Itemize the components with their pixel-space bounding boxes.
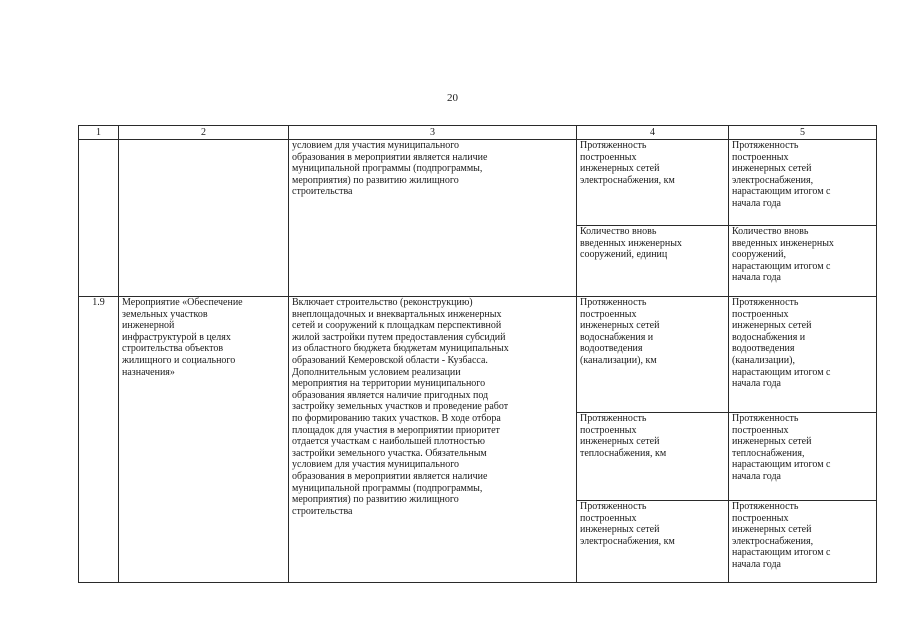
indicator-name-cell: Протяженность построенных инженерных сетей водоснабжения и водоотведения (канализации), км [577, 297, 729, 413]
table-header-row [79, 126, 877, 140]
page-number: 20 [447, 92, 458, 104]
column-number-1: 1 [79, 126, 119, 140]
row-description-cell: условием для участия муниципального образования в мероприятии является наличие муниципальной программы (подпрограммы, мероприятия) по развитию жилищного строительства [289, 140, 577, 297]
row-number-cell: 1.9 [79, 297, 119, 583]
table-row [79, 140, 877, 226]
column-number-3: 3 [289, 126, 577, 140]
indicator-cumulative-cell: Количество вновь введенных инженерных сооружений, нарастающим итогом с начала года [729, 226, 877, 297]
indicator-name-cell: Количество вновь введенных инженерных сооружений, единиц [577, 226, 729, 297]
indicator-cumulative-cell: Протяженность построенных инженерных сетей электроснабжения, нарастающим итогом с начала года [729, 140, 877, 226]
column-number-2: 2 [119, 126, 289, 140]
row-title-cell [119, 140, 289, 297]
row-number-cell [79, 140, 119, 297]
indicator-cumulative-cell: Протяженность построенных инженерных сетей водоснабжения и водоотведения (канализации), нарастающим итогом с начала года [729, 297, 877, 413]
indicator-cumulative-cell: Протяженность построенных инженерных сетей электроснабжения, нарастающим итогом с начала года [729, 501, 877, 583]
column-number-4: 4 [577, 126, 729, 140]
indicator-name-cell: Протяженность построенных инженерных сетей электроснабжения, км [577, 501, 729, 583]
row-title-cell: Мероприятие «Обеспечение земельных участков инженерной инфраструктурой в целях строительства объектов жилищного и социального назначения» [119, 297, 289, 583]
indicator-cumulative-cell: Протяженность построенных инженерных сетей теплоснабжения, нарастающим итогом с начала года [729, 413, 877, 501]
column-number-5: 5 [729, 126, 877, 140]
row-description-cell: Включает строительство (реконструкцию) внеплощадочных и внеквартальных инженерных сетей и сооружений к площадкам перспективной жилой застройки путем предоставления субсидий из областного бюджета бюджетам муниципальных образований Кемеровской области - Кузбасса. Дополнительным условием реализации мероприятия на территории муниципального образования является наличие пригодных под застройку земельных участков и проведение работ по формированию таких участков. В ходе отбора площадок для участия в мероприятии приоритет отдается участкам с наибольшей плотностью застройки земельного участка. Обязательным условием для участия муниципального образования в мероприятии является наличие муниципальной программы (подпрограммы, мероприятия) по развитию жилищного строительства [289, 297, 577, 583]
indicator-name-cell: Протяженность построенных инженерных сетей электроснабжения, км [577, 140, 729, 226]
indicator-name-cell: Протяженность построенных инженерных сетей теплоснабжения, км [577, 413, 729, 501]
table-row [79, 297, 877, 413]
measures-table [78, 125, 877, 583]
